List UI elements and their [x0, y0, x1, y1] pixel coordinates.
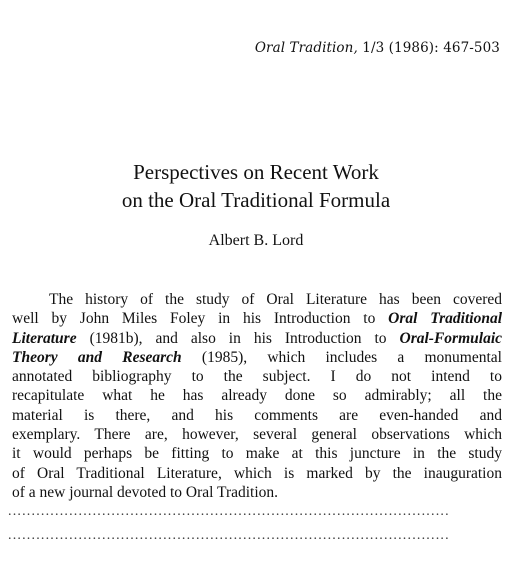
- dotted-rule-2: ..............................................................................................: [8, 528, 450, 543]
- body-line-10: of Oral Traditional Literature, which is marked by the inauguration: [12, 464, 502, 482]
- journal-citation: [255, 40, 500, 56]
- body-line-9: it would perhaps be fitting to make at this juncture in the study: [12, 445, 502, 463]
- journal-name: Oral Tradition,: [254, 40, 358, 56]
- book-title-oral-traditional-literature: Oral Traditional: [388, 310, 502, 328]
- body-text-run: (1981b), and also in his Introduction to: [76, 329, 400, 347]
- body-line-5: annotated bibliography to the subject. I do not intend to: [12, 368, 502, 386]
- body-line-2: [12, 309, 502, 328]
- book-title-theory-and-research: Theory and Research: [12, 348, 182, 366]
- body-text-run: well by John Miles Foley in his Introduction to: [12, 310, 389, 328]
- body-text-run: (1985), which includes a monumental: [181, 348, 502, 366]
- dotted-rule-1: ..............................................................................................: [8, 504, 450, 519]
- article-title: [0, 158, 512, 214]
- title-line-1: Perspectives on Recent Work: [133, 160, 379, 184]
- book-title-oral-formulaic: Oral-Formulaic: [399, 329, 502, 347]
- body-line-3: [12, 329, 502, 348]
- body-line-8: exemplary. There are, however, several general observations which: [12, 426, 502, 444]
- body-line-4: [12, 348, 502, 367]
- body-line-11: of a new journal devoted to Oral Tradition.: [12, 483, 279, 501]
- body-line-7: material is there, and his comments are even-handed and: [12, 406, 502, 424]
- body-paragraph: [12, 290, 502, 502]
- journal-issue: 1/3 (1986): 467-503: [357, 40, 500, 56]
- book-title-literature: Literature: [12, 329, 77, 347]
- body-line-1: The history of the study of Oral Literature has been covered: [49, 291, 502, 308]
- body-line-6: recapitulate what he has already done so admirably; all the: [12, 387, 502, 405]
- title-line-2: on the Oral Traditional Formula: [121, 188, 391, 212]
- author-name: Albert B. Lord: [208, 232, 304, 249]
